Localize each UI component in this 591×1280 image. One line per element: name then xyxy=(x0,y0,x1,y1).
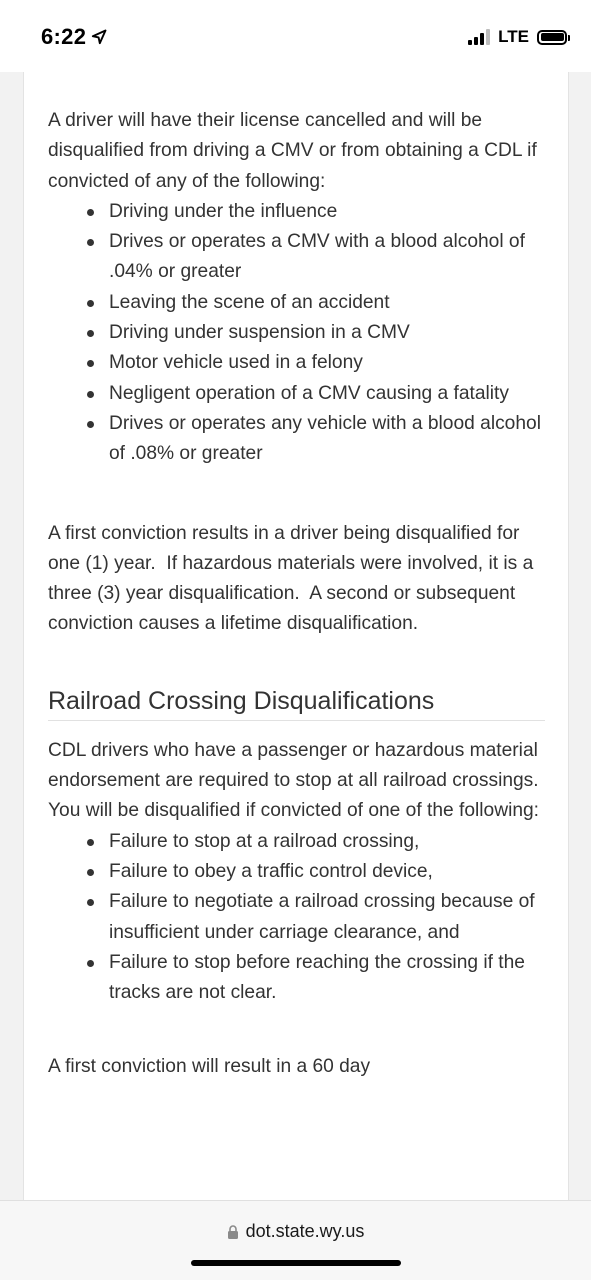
list-item: Failure to stop at a railroad crossing, xyxy=(109,827,548,857)
railroad-intro-paragraph: CDL drivers who have a passenger or hazardous material endorsement are required to stop at all railroad crossings. You will be disqualified if convicted of one of the following: xyxy=(48,739,544,822)
location-arrow-icon xyxy=(91,29,107,45)
url-text: dot.state.wy.us xyxy=(245,1221,365,1241)
status-bar xyxy=(0,0,591,72)
penalty-paragraph: A first conviction results in a driver being disqualified for one (1) year. If hazardous materials were involved, it is a three (3) year disqualification. A second or subsequent conviction causes a lifetime disqualification. xyxy=(48,522,534,635)
web-page[interactable] xyxy=(23,72,569,1200)
intro-paragraph: A driver will have their license cancelled and will be disqualified from driving a CMV or from obtaining a CDL if convicted of any of the following: xyxy=(48,110,537,192)
list-item: Failure to stop before reaching the crossing if the tracks are not clear. xyxy=(109,948,548,1009)
list-item: Motor vehicle used in a felony xyxy=(109,348,548,378)
home-indicator[interactable] xyxy=(191,1260,401,1266)
disqualification-list xyxy=(48,197,548,470)
list-item: Drives or operates any vehicle with a blood alcohol of .08% or greater xyxy=(109,409,548,470)
network-type: LTE xyxy=(498,27,529,46)
list-item: Leaving the scene of an accident xyxy=(109,288,548,318)
status-time xyxy=(41,24,107,50)
list-item: Negligent operation of a CMV causing a fatality xyxy=(109,379,548,409)
section-heading: Railroad Crossing Disqualifications xyxy=(48,684,545,721)
list-item: Driving under suspension in a CMV xyxy=(109,318,548,348)
list-item: Drives or operates a CMV with a blood alcohol of .04% or greater xyxy=(109,227,548,288)
browser-toolbar xyxy=(0,1200,591,1280)
clock-text: 6:22 xyxy=(41,24,87,49)
list-item: Driving under the influence xyxy=(109,197,548,227)
railroad-list xyxy=(48,827,548,1009)
article-body xyxy=(48,106,548,1083)
lock-icon xyxy=(227,1225,239,1239)
railroad-penalty-paragraph: A first conviction will result in a 60 day xyxy=(48,1056,371,1078)
battery-icon xyxy=(537,30,567,45)
list-item: Failure to obey a traffic control device, xyxy=(109,857,548,887)
address-bar[interactable] xyxy=(0,1221,591,1242)
list-item: Failure to negotiate a railroad crossing because of insufficient under carriage clearance, and xyxy=(109,887,548,948)
signal-icon xyxy=(468,29,492,45)
status-indicators xyxy=(468,27,567,47)
